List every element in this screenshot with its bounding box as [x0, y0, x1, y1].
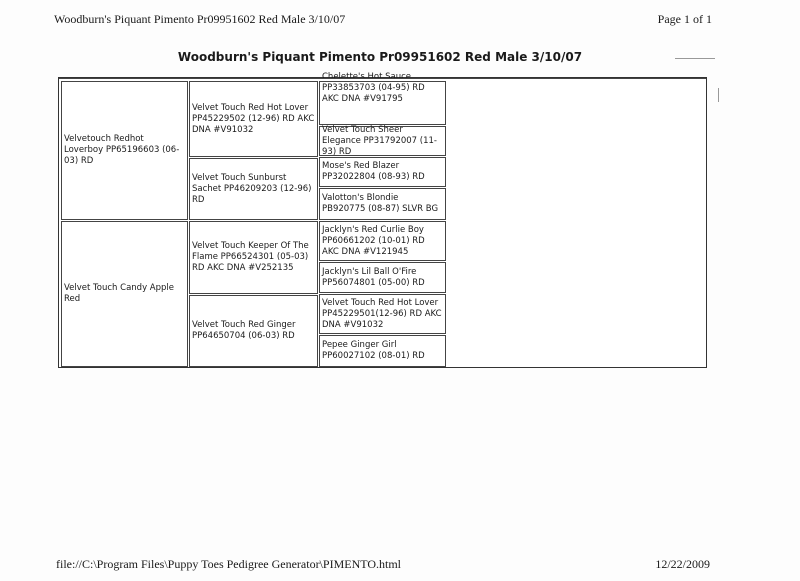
great-grandparent-2	[319, 126, 446, 156]
great-grandparent-4	[319, 188, 446, 220]
print-date: 12/22/2009	[655, 557, 710, 571]
great-grandparent-7	[319, 294, 446, 334]
grandparent-1-text: Velvet Touch Red Hot Lover PP45229502 (12-96) RD AKC DNA #V91032	[192, 102, 315, 135]
page-number: Page 1 of 1	[657, 12, 712, 26]
great-grandparent-1	[319, 72, 446, 125]
great-grandparent-5-text: Jacklyn's Red Curlie Boy PP60661202 (10-01) RD AKC DNA #V121945	[322, 224, 425, 257]
great-grandparent-3	[319, 157, 446, 187]
grandparent-4-text: Velvet Touch Red Ginger PP64650704 (06-03) RD	[192, 320, 296, 341]
great-grandparent-5	[319, 221, 446, 261]
great-grandparent-2-text: Velvet Touch Sheer Elegance PP31792007 (11-93) RD	[322, 124, 437, 157]
parent-sire	[61, 81, 188, 220]
parent-sire-text: Velvetouch Redhot Loverboy PP65196603 (06-03) RD	[64, 134, 180, 166]
great-grandparent-3-text: Mose's Red Blazer PP32022804 (08-93) RD	[322, 161, 425, 182]
great-grandparent-8	[319, 335, 446, 367]
great-grandparent-7-text: Velvet Touch Red Hot Lover PP45229501(12-96) RD AKC DNA #V91032	[322, 297, 442, 330]
grandparent-2-text: Velvet Touch Sunburst Sachet PP46209203 (12-96) RD	[192, 172, 312, 205]
grandparent-2	[189, 158, 318, 220]
grandparent-3	[189, 221, 318, 294]
great-grandparent-6-text: Jacklyn's Lil Ball O'Fire PP56074801 (05-00) RD	[322, 266, 425, 288]
file-path: file://C:\Program Files\Puppy Toes Pedigree Generator\PIMENTO.html	[56, 557, 402, 571]
great-grandparent-6	[319, 262, 446, 293]
pedigree-table	[58, 72, 707, 368]
page-title: Woodburn's Piquant Pimento Pr09951602 Red Male 3/10/07	[177, 50, 583, 64]
scan-line-1	[675, 58, 715, 59]
parent-dam-text: Velvet Touch Candy Apple Red	[64, 283, 174, 304]
grandparent-3-text: Velvet Touch Keeper Of The Flame PP66524301 (05-03) RD AKC DNA #V252135	[192, 241, 309, 273]
table-top-border	[59, 74, 706, 79]
great-grandparent-1-text: Chelette's Hot Sauce PP33853703 (04-95) RD AKC DNA #V91795	[322, 72, 425, 104]
scan-line-2	[718, 88, 719, 102]
parent-dam	[61, 221, 188, 367]
great-grandparent-4-text: Valotton's Blondie PB920775 (08-87) SLVR BG	[322, 193, 439, 214]
print-header-title: Woodburn's Piquant Pimento Pr09951602 Red Male 3/10/07	[54, 12, 346, 26]
great-grandparent-8-text: Pepee Ginger Girl PP60027102 (08-01) RD	[322, 340, 425, 361]
grandparent-4	[189, 295, 318, 367]
grandparent-1	[189, 81, 318, 157]
